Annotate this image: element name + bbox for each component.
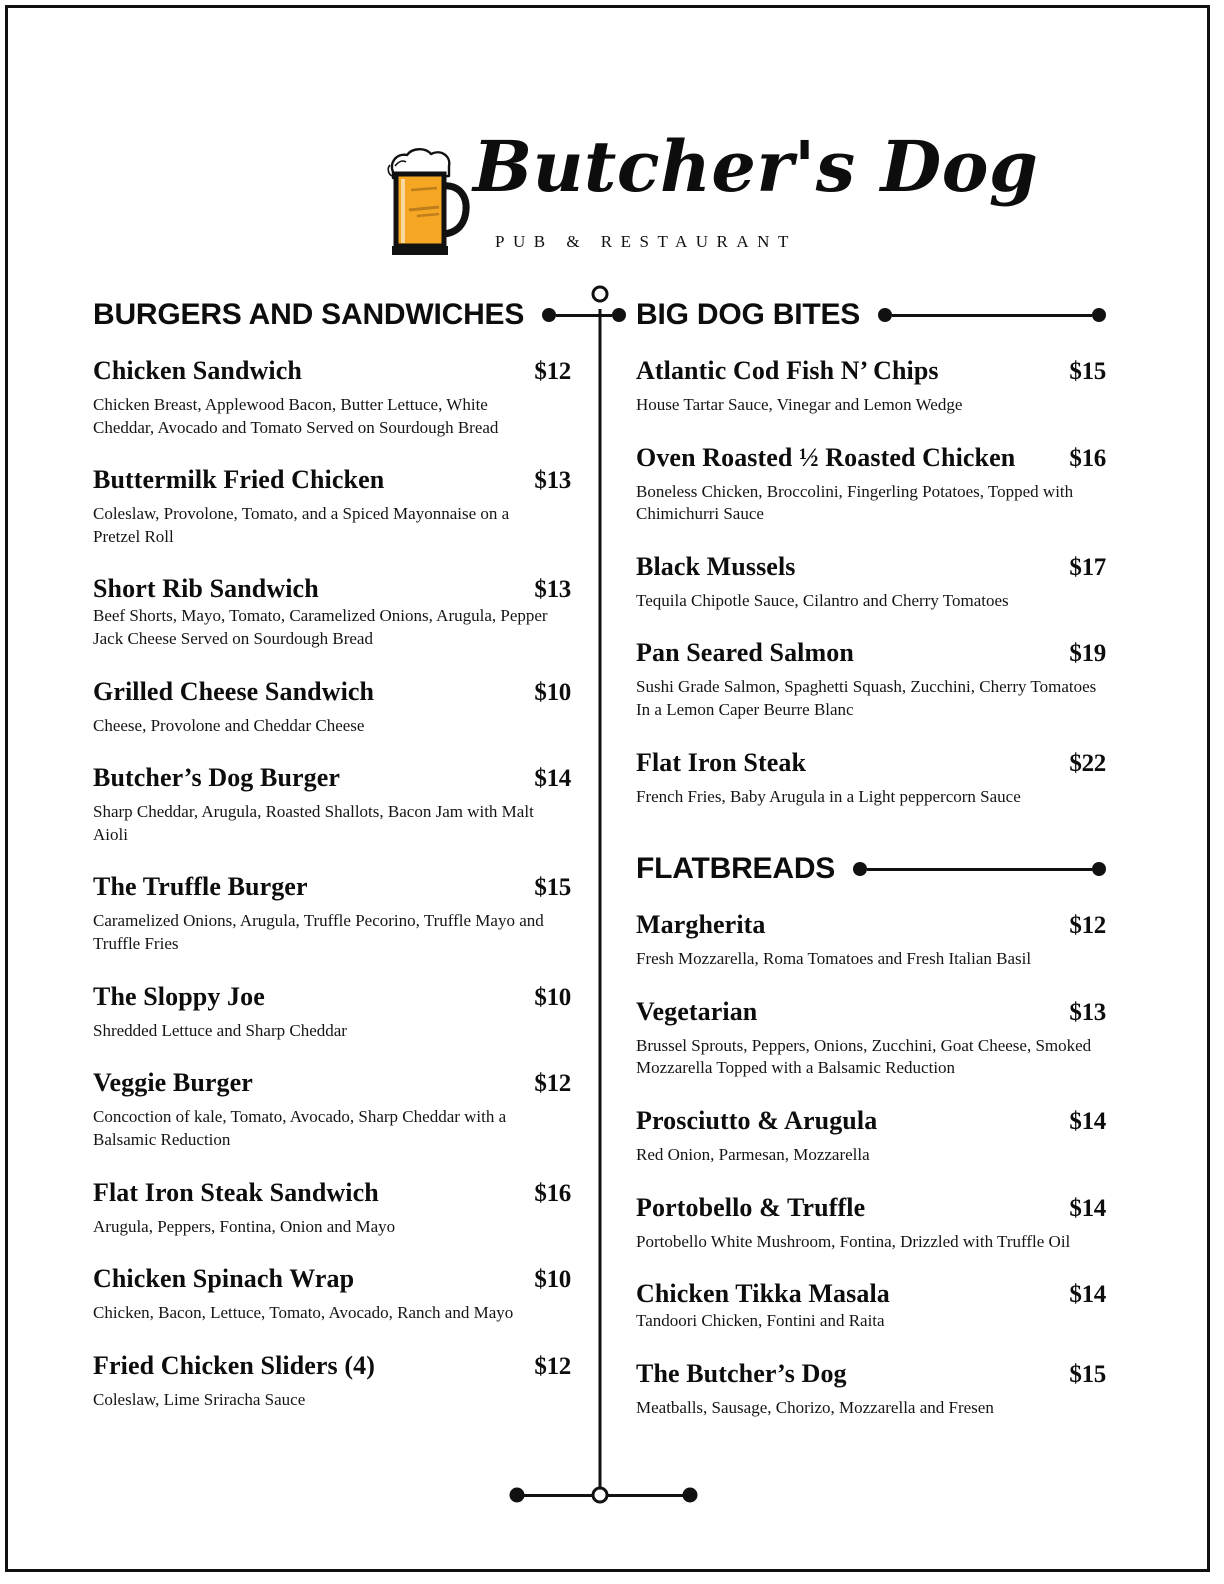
section-title: BIG DOG BITES — [636, 298, 861, 331]
menu-item[interactable] — [636, 748, 1106, 809]
menu-item[interactable] — [93, 574, 571, 650]
menu-item-price: $16 — [534, 1179, 571, 1207]
menu-item-name: Chicken Tikka Masala — [636, 1279, 890, 1309]
menu-item-header — [93, 465, 571, 495]
menu-item-header — [93, 574, 571, 604]
menu-item-header — [636, 638, 1106, 668]
menu-item-header — [93, 677, 571, 707]
menu-item-price: $12 — [534, 358, 571, 385]
menu-item-description: Sushi Grade Salmon, Spaghetti Squash, Zucchini, Cherry Tomatoes In a Lemon Caper Beurre Blanc — [636, 677, 1097, 720]
menu-item-description: Brussel Sprouts, Peppers, Onions, Zucchini, Goat Cheese, Smoked Mozzarella Topped with a Balsamic Reduction — [636, 1035, 1092, 1078]
menu-item-name: Atlantic Cod Fish N’ Chips — [636, 356, 939, 385]
divider-bottom-dot-left — [510, 1488, 525, 1503]
menu-item-description: Fresh Mozzarella, Roma Tomatoes and Fresh Italian Basil — [636, 949, 1032, 969]
menu-item-description: Boneless Chicken, Broccolini, Fingerling Potatoes, Topped with Chimichurri Sauce — [636, 481, 1074, 524]
restaurant-logo — [0, 125, 1224, 267]
section-header-burgers-and-sandwiches — [93, 300, 571, 330]
menu-item-price: $22 — [1069, 749, 1106, 777]
menu-item-header — [93, 763, 571, 793]
menu-item-price: $13 — [534, 576, 571, 604]
menu-item-name: The Truffle Burger — [93, 872, 308, 902]
menu-item-name: Buttermilk Fried Chicken — [93, 465, 385, 495]
menu-item[interactable] — [93, 677, 571, 738]
rule-bar — [867, 868, 1092, 871]
menu-item[interactable] — [93, 1178, 571, 1239]
menu-item-price: $14 — [534, 765, 571, 793]
menu-item-name: The Butcher’s Dog — [636, 1358, 847, 1388]
menu-item-description: House Tartar Sauce, Vinegar and Lemon Wedge — [636, 395, 963, 414]
menu-item-description: Portobello White Mushroom, Fontina, Drizzled with Truffle Oil — [636, 1231, 1071, 1251]
menu-item-price: $17 — [1069, 553, 1106, 581]
menu-item-description: Coleslaw, Provolone, Tomato, and a Spiced Mayonnaise on a Pretzel Roll — [93, 504, 510, 546]
menu-item-description: Chicken, Bacon, Lettuce, Tomato, Avocado, Ranch and Mayo — [93, 1303, 514, 1323]
rule-dot-right-icon — [1092, 862, 1106, 876]
menu-item-header — [636, 1106, 1106, 1136]
menu-item-name: Butcher’s Dog Burger — [93, 763, 341, 793]
menu-item-description: Arugula, Peppers, Fontina, Onion and Mayo — [93, 1216, 396, 1236]
menu-item-name: Flat Iron Steak — [636, 747, 807, 777]
rule-dot-left-icon — [853, 862, 867, 876]
menu-item-price: $15 — [534, 874, 571, 902]
menu-item-header — [636, 552, 1106, 582]
menu-item-header — [93, 872, 571, 902]
menu-item-description: Concoction of kale, Tomato, Avocado, Sharp Cheddar with a Balsamic Reduction — [93, 1107, 507, 1149]
divider-top-ring-icon — [592, 286, 609, 303]
divider-bottom-dot-right — [683, 1488, 698, 1503]
menu-item-name: Black Mussels — [636, 551, 796, 581]
menu-item-description: Chicken Breast, Applewood Bacon, Butter Lettuce, White Cheddar, Avocado and Tomato Served on Sourdough Bread — [93, 395, 499, 437]
rule-dot-right-icon — [612, 308, 626, 322]
menu-item-price: $12 — [1069, 912, 1106, 940]
menu-item[interactable] — [93, 872, 571, 955]
menu-item[interactable] — [636, 443, 1106, 526]
menu-item-name: Grilled Cheese Sandwich — [93, 676, 375, 706]
menu-item-name: Chicken Sandwich — [93, 356, 302, 385]
menu-item[interactable] — [93, 982, 571, 1043]
menu-item[interactable] — [93, 1068, 571, 1151]
menu-item-header — [636, 1279, 1106, 1309]
menu-column-right — [636, 300, 1106, 1420]
menu-item[interactable] — [636, 1359, 1106, 1420]
menu-item[interactable] — [93, 1351, 571, 1412]
menu-item[interactable] — [636, 910, 1106, 971]
menu-item-price: $13 — [534, 467, 571, 495]
menu-item-name: Prosciutto & Arugula — [636, 1106, 878, 1136]
menu-item-name: The Sloppy Joe — [93, 981, 265, 1011]
menu-item[interactable] — [636, 1193, 1106, 1254]
menu-item-header — [636, 1359, 1106, 1389]
menu-item-name: Vegetarian — [636, 996, 758, 1026]
section-title: BURGERS AND SANDWICHES — [93, 298, 525, 331]
menu-item[interactable] — [636, 552, 1106, 613]
section-rule — [542, 308, 626, 322]
menu-item-description: Tandoori Chicken, Fontini and Raita — [636, 1311, 885, 1331]
menu-item[interactable] — [636, 1106, 1106, 1167]
menu-item-header — [93, 982, 571, 1012]
menu-item-price: $14 — [1069, 1194, 1106, 1222]
menu-item-price: $10 — [534, 983, 571, 1011]
section-rule — [853, 862, 1106, 876]
menu-item-name: Chicken Spinach Wrap — [93, 1264, 355, 1294]
menu-item-price: $10 — [534, 678, 571, 706]
menu-item[interactable] — [636, 997, 1106, 1080]
rule-bar — [556, 314, 612, 317]
menu-item-header — [93, 1264, 571, 1294]
menu-item-name: Portobello & Truffle — [636, 1192, 866, 1222]
menu-item-name: Short Rib Sandwich — [93, 574, 319, 604]
menu-item-description: Beef Shorts, Mayo, Tomato, Caramelized Onions, Arugula, Pepper Jack Cheese Served on Sourdough Bread — [93, 606, 548, 649]
menu-item-header — [93, 356, 571, 386]
menu-item-price: $15 — [1069, 1360, 1106, 1388]
menu-item-price: $14 — [1069, 1281, 1106, 1309]
menu-item[interactable] — [93, 465, 571, 548]
menu-item-description: Coleslaw, Lime Sriracha Sauce — [93, 1389, 306, 1409]
menu-item-name: Oven Roasted ½ Roasted Chicken — [636, 442, 1016, 472]
rule-dot-right-icon — [1092, 308, 1106, 322]
menu-item-price: $12 — [534, 1070, 571, 1098]
column-divider-line — [599, 309, 602, 1492]
menu-item-header — [93, 1178, 571, 1208]
menu-item-name: Flat Iron Steak Sandwich — [93, 1177, 379, 1207]
section-header-big-dog-bites — [636, 300, 1106, 330]
menu-item-price: $14 — [1069, 1108, 1106, 1136]
menu-item-description: Meatballs, Sausage, Chorizo, Mozzarella and Fresen — [636, 1397, 994, 1417]
menu-column-left — [93, 300, 571, 1411]
beer-mug-icon — [379, 146, 471, 258]
menu-item-description: Tequila Chipotle Sauce, Cilantro and Cherry Tomatoes — [636, 590, 1009, 610]
menu-item-name: Margherita — [636, 910, 766, 940]
menu-item-description: Cheese, Provolone and Cheddar Cheese — [93, 715, 365, 735]
menu-item[interactable] — [636, 1279, 1106, 1333]
menu-item-description: French Fries, Baby Arugula in a Light peppercorn Sauce — [636, 786, 1021, 806]
logo-wordmark-text: Butcher's Dog — [473, 125, 1039, 208]
menu-item[interactable] — [636, 356, 1106, 417]
menu-item-description: Caramelized Onions, Arugula, Truffle Pecorino, Truffle Mayo and Truffle Fries — [93, 911, 544, 954]
section-title: FLATBREADS — [636, 852, 836, 886]
menu-item-price: $13 — [1069, 998, 1106, 1026]
menu-item-price: $12 — [534, 1352, 571, 1380]
menu-item-description: Red Onion, Parmesan, Mozzarella — [636, 1145, 870, 1165]
menu-item-price: $10 — [534, 1266, 571, 1294]
rule-dot-left-icon — [542, 308, 556, 322]
menu-item-header — [636, 1193, 1106, 1223]
menu-item-header — [636, 443, 1106, 473]
menu-item[interactable] — [636, 638, 1106, 721]
menu-item-name: Veggie Burger — [93, 1068, 253, 1098]
menu-item-name: Fried Chicken Sliders (4) — [93, 1350, 375, 1380]
menu-item-name: Pan Seared Salmon — [636, 638, 854, 668]
menu-item[interactable] — [93, 1264, 571, 1325]
menu-item-description: Sharp Cheddar, Arugula, Roasted Shallots, Bacon Jam with Malt Aioli — [93, 802, 534, 844]
menu-item[interactable] — [93, 356, 571, 439]
menu-item-price: $15 — [1069, 358, 1106, 385]
menu-item-header — [636, 997, 1106, 1027]
menu-item-header — [636, 356, 1106, 386]
menu-item-header — [93, 1351, 571, 1381]
logo-wordmark — [473, 125, 1039, 232]
menu-item[interactable] — [93, 763, 571, 846]
rule-dot-left-icon — [878, 308, 892, 322]
divider-bottom-ring-icon — [592, 1487, 609, 1504]
logo-subtitle: PUB & RESTAURANT — [495, 232, 797, 251]
menu-item-header — [636, 748, 1106, 778]
menu-item-header — [636, 910, 1106, 940]
menu-item-description: Shredded Lettuce and Sharp Cheddar — [93, 1020, 347, 1040]
section-rule — [878, 308, 1106, 322]
rule-bar — [892, 314, 1092, 317]
menu-item-price: $19 — [1069, 640, 1106, 668]
menu-item-price: $16 — [1069, 444, 1106, 472]
section-header-flatbreads — [636, 854, 1106, 884]
menu-item-header — [93, 1068, 571, 1098]
